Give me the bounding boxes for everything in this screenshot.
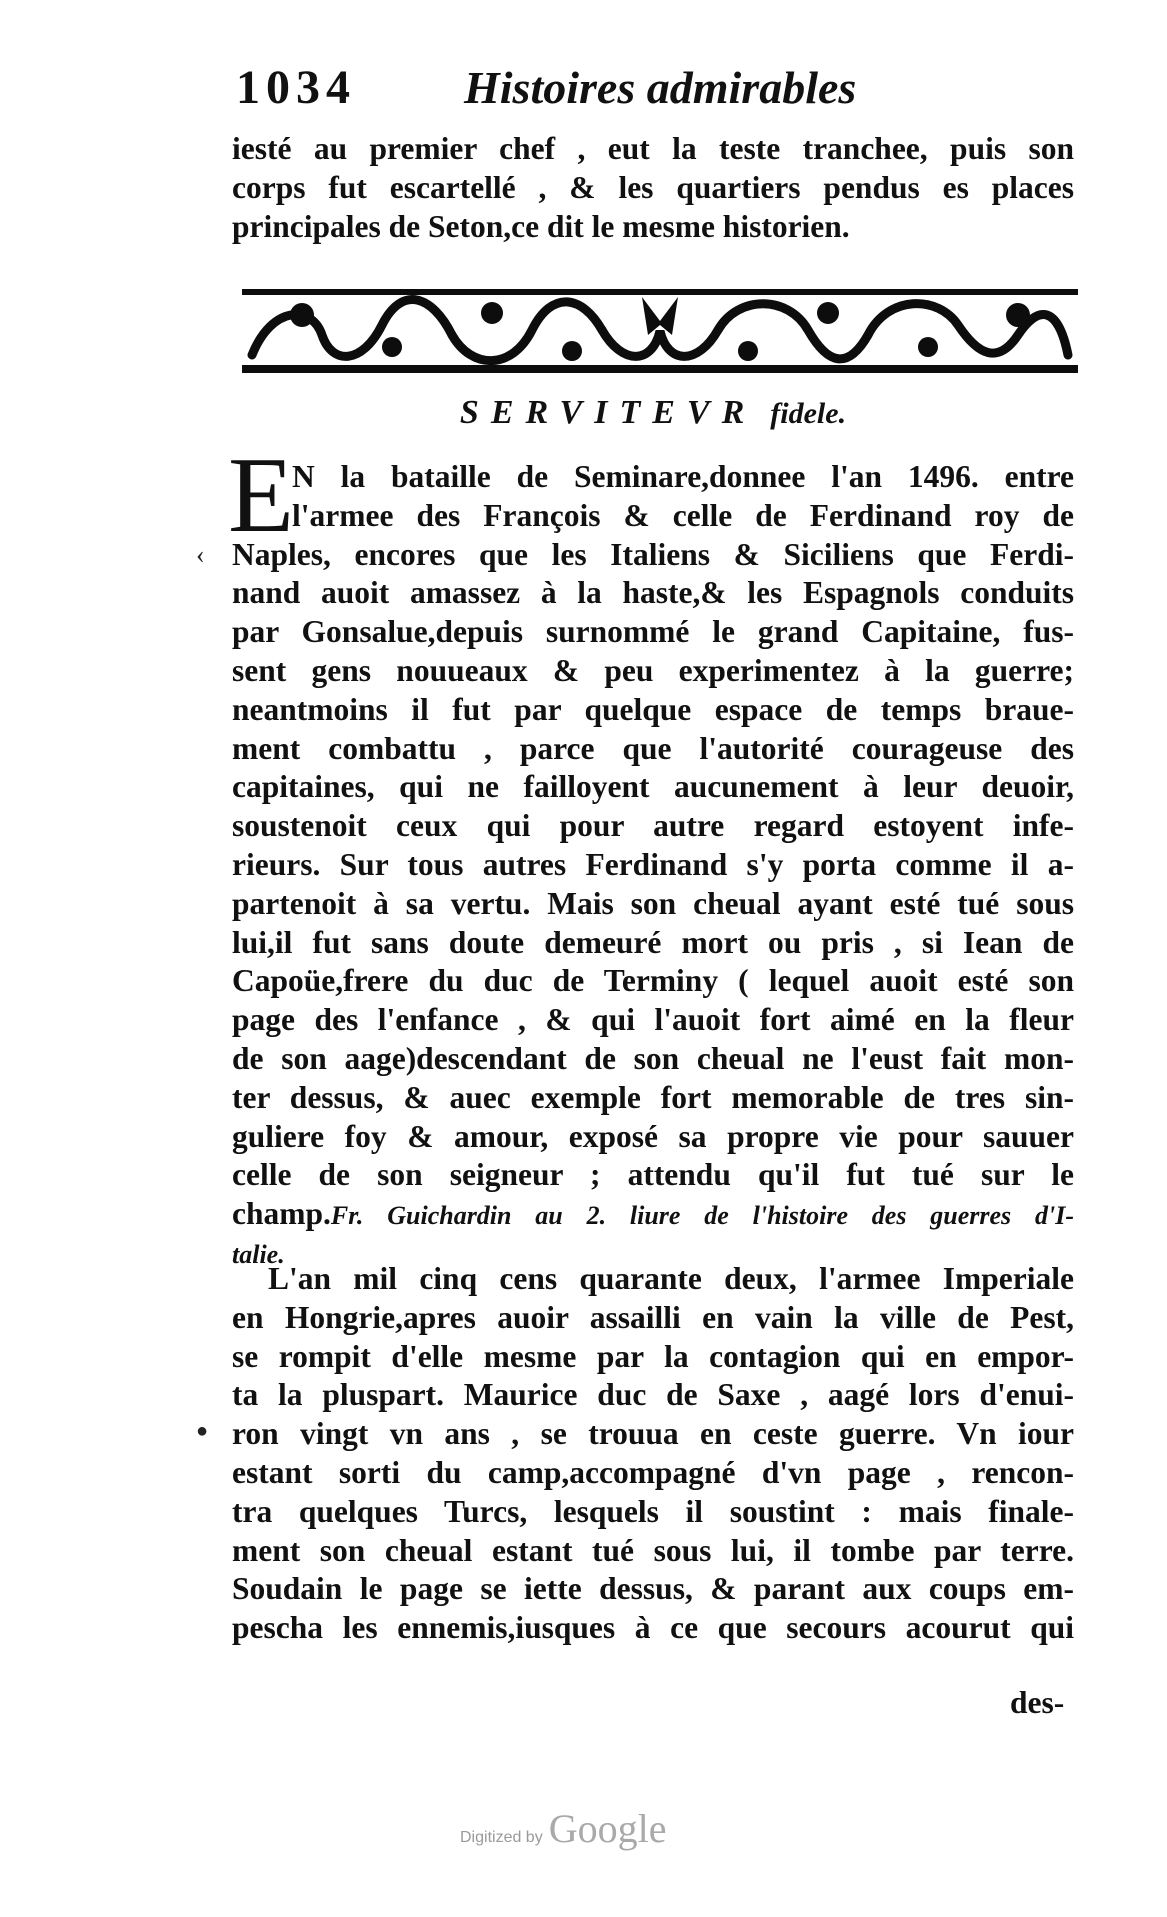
- margin-dot-icon: ●: [196, 1420, 209, 1442]
- text-line: nand auoit amassez à la haste,& les Espagnols conduits: [232, 575, 1074, 611]
- text-line: principales de Seton,ce dit le mesme historien.: [232, 208, 850, 244]
- text-line: rieurs. Sur tous autres Ferdinand s'y porta comme il a-: [232, 846, 1074, 882]
- text-line: page des l'enfance , & qui l'auoit fort aimé en la fleur: [232, 1002, 1074, 1038]
- text-line: l'armee des François & celle de Ferdinand roy de: [292, 497, 1074, 533]
- text-line: estant sorti du camp,accompagné d'vn page , rencon-: [232, 1454, 1074, 1490]
- section-heading-title: SERVITEVR: [459, 394, 757, 431]
- text-line: ron vingt vn ans , se trouua en ceste guerre. Vn iour: [232, 1416, 1074, 1452]
- text-line: pescha les ennemis,iusques à ce que secours acourut qui: [232, 1610, 1074, 1646]
- scrollwork-headpiece-icon: [242, 285, 1078, 377]
- citation-continued: talie.: [232, 1239, 285, 1269]
- text-line: celle de son seigneur ; attendu qu'il fut tué sur le: [232, 1157, 1074, 1193]
- text-line: sent gens nouueaux & peu experimentez à la guerre;: [232, 652, 1074, 688]
- text-line: corps fut escartellé , & les quartiers pendus es places: [232, 169, 1074, 205]
- text-line: iesté au premier chef , eut la teste tranchee, puis son: [232, 131, 1074, 166]
- text-line: guliere foy & amour, exposé sa propre vie pour sauuer: [232, 1118, 1074, 1154]
- carryover-paragraph: [232, 130, 1074, 246]
- watermark-brand: Google: [548, 1806, 667, 1851]
- text-line: ment combattu , parce que l'autorité courageuse des: [232, 730, 1074, 766]
- watermark-prefix: Digitized by: [460, 1829, 543, 1846]
- text-line-with-citation: [232, 1195, 1074, 1236]
- text-line: ta la pluspart. Maurice duc de Saxe , aagé lors d'enui-: [232, 1377, 1074, 1413]
- text-line: Soudain le page se iette dessus, & parant aux coups em-: [232, 1571, 1074, 1607]
- text-line: capitaines, qui ne failloyent aucunement à leur deuoir,: [232, 769, 1074, 805]
- paragraph-maurice: [232, 1260, 1074, 1648]
- text-line: lui,il fut sans doute demeuré mort ou pris , si Iean de: [232, 924, 1074, 960]
- digitization-watermark: [460, 1805, 666, 1852]
- text-line: neantmoins il fut par quelque espace de temps braue-: [232, 691, 1074, 727]
- text-line: Capoüe,frere du duc de Terminy ( lequel auoit esté son: [232, 963, 1074, 999]
- text-line: Naples, encores que les Italiens & Siciliens que Ferdi-: [232, 536, 1074, 572]
- text-line: soustenoit ceux qui pour autre regard estoyent infe-: [232, 808, 1074, 844]
- running-title: Histoires admirables: [464, 62, 857, 113]
- text-line: se rompit d'elle mesme par la contagion qui en empor-: [232, 1338, 1074, 1374]
- page-header: [236, 58, 1076, 128]
- text-line: N la bataille de Seminare,donnee l'an 1496. entre: [292, 459, 1074, 494]
- paragraph-servant: [232, 458, 1074, 1275]
- text-line: ter dessus, & auec exemple fort memorable de tres sin-: [232, 1079, 1074, 1115]
- text-line: L'an mil cinq cens quarante deux, l'armee Imperiale: [268, 1261, 1074, 1296]
- text-line: ment son cheual estant tué sous lui, il tombe par terre.: [232, 1532, 1074, 1568]
- citation: Fr. Guichardin au 2. liure de l'histoire des guerres d'I-: [330, 1201, 1074, 1231]
- catchword: des-: [1010, 1685, 1065, 1720]
- page-number: 1034: [236, 61, 356, 114]
- drop-cap: E: [228, 436, 294, 555]
- text-line: en Hongrie,apres auoir assailli en vain la ville de Pest,: [232, 1299, 1074, 1335]
- section-heading: [232, 390, 1074, 437]
- text-line: de son aage)descendant de son cheual ne l'eust fait mon-: [232, 1040, 1074, 1076]
- section-heading-subtitle: fidele.: [770, 397, 847, 430]
- text-line: par Gonsalue,depuis surnommé le grand Capitaine, fus-: [232, 614, 1074, 650]
- drop-cap-lines: [232, 458, 1074, 536]
- text-fragment: champ.: [232, 1196, 331, 1232]
- text-line: partenoit à sa vertu. Mais son cheual ayant esté tué sous: [232, 885, 1074, 921]
- text-line: tra quelques Turcs, lesquels il soustint : mais finale-: [232, 1493, 1074, 1529]
- margin-mark-icon: ‹: [196, 540, 205, 569]
